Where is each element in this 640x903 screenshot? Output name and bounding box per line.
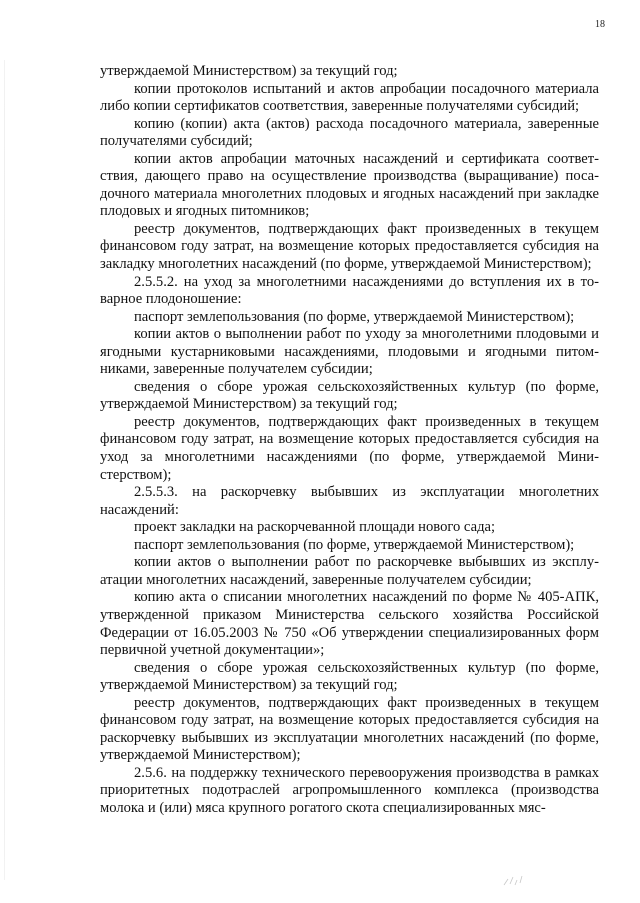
section-2-5-5-2: 2.5.5.2. на уход за многолетними насаждениями до вступления их в товарное плодоношение:	[100, 273, 599, 308]
paragraph-land-passport-2: паспорт землепользования (по форме, утверждаемой Министерством);	[134, 536, 575, 553]
paragraph-registry-care: реестр документов, подтверждающих факт произведенных в текущем финансовом году затрат, на возмещение которых предоставляется субсидия на уход за многолетними насаждениями (по форме, утверждаемой Министерством);	[100, 413, 599, 483]
paragraph-uprooting-acts: копии актов о выполнении работ по раскорчевке выбывших из эксплуатации многолетних насаждений, заверенные получателем субсидии;	[100, 554, 599, 588]
paragraph-harvest-info: сведения о сборе урожая сельскохозяйственных культур (по форме, утверждаемой Министерством) за текущий год;	[100, 378, 599, 413]
paragraph-new-garden-project: проект закладки на раскорчеванной площади нового сада;	[134, 519, 496, 536]
paragraph-consumption-acts: копию (копии) акта (актов) расхода посадочного материала, заверенные получателями субсидий;	[100, 115, 599, 150]
document-body	[100, 63, 599, 818]
paragraph-land-passport: паспорт землепользования (по форме, утверждаемой Министерством);	[134, 308, 575, 325]
paragraph-write-off-act: копию акта о списании многолетних насаждений по форме № 405-АПК, утвержденной приказом Министерства сельского хозяйства Российской Федерации от 16.05.2003 № 750 «Об утверждении специализированных форм первичной учетной документации»;	[100, 589, 599, 659]
paragraph-registry-planting: реестр документов, подтверждающих факт произведенных в текущем финансовом году затрат, на возмещение которых предоставляется субсидия на закладку многолетних насаждений (по форме, утверждаемой Министерством);	[100, 220, 599, 273]
scan-edge-line	[4, 60, 5, 880]
paragraph-mother-plantings: копии актов апробации маточных насаждений и сертификата соответствия, дающего право на осуществление производства (выращивание) посадочного материала многолетних плодовых и ягодных насаждений при закладке плодовых и ягодных питомников;	[100, 150, 599, 220]
paragraph-harvest-info-2: сведения о сборе урожая сельскохозяйственных культур (по форме, утверждаемой Министерством) за текущий год;	[100, 659, 599, 694]
paragraph-test-protocols: копии протоколов испытаний и актов апробации посадочного материала либо копии сертификатов соответствия, заверенные получателями субсидий;	[100, 80, 599, 115]
page-number: 18	[595, 19, 605, 30]
paragraph-registry-uprooting: реестр документов, подтверждающих факт произведенных в текущем финансовом году затрат, на возмещение которых предоставляется субсидия на раскорчевку выбывших из эксплуатации многолетних насаждений (по форме, утверждаемой Министерством);	[100, 694, 599, 764]
paragraph-care-acts: копии актов о выполнении работ по уходу за многолетними плодовыми и ягодными кустарниковыми насаждениями, плодовыми и ягодными питомниками, заверенные получателем субсидии;	[100, 326, 599, 378]
section-2-5-5-3: 2.5.5.3. на раскорчевку выбывших из эксплуатации многолетних насаждений:	[100, 484, 599, 518]
paragraph-continuation: утверждаемой Министерством) за текущий год;	[100, 63, 398, 79]
scan-artifact-mark	[502, 871, 528, 887]
section-2-5-6: 2.5.6. на поддержку технического перевооружения производства в рамках приоритетных подотраслей агропромышленного комплекса (производства молока и (или) мяса крупного рогатого скота специализированных мяс-	[100, 764, 599, 816]
